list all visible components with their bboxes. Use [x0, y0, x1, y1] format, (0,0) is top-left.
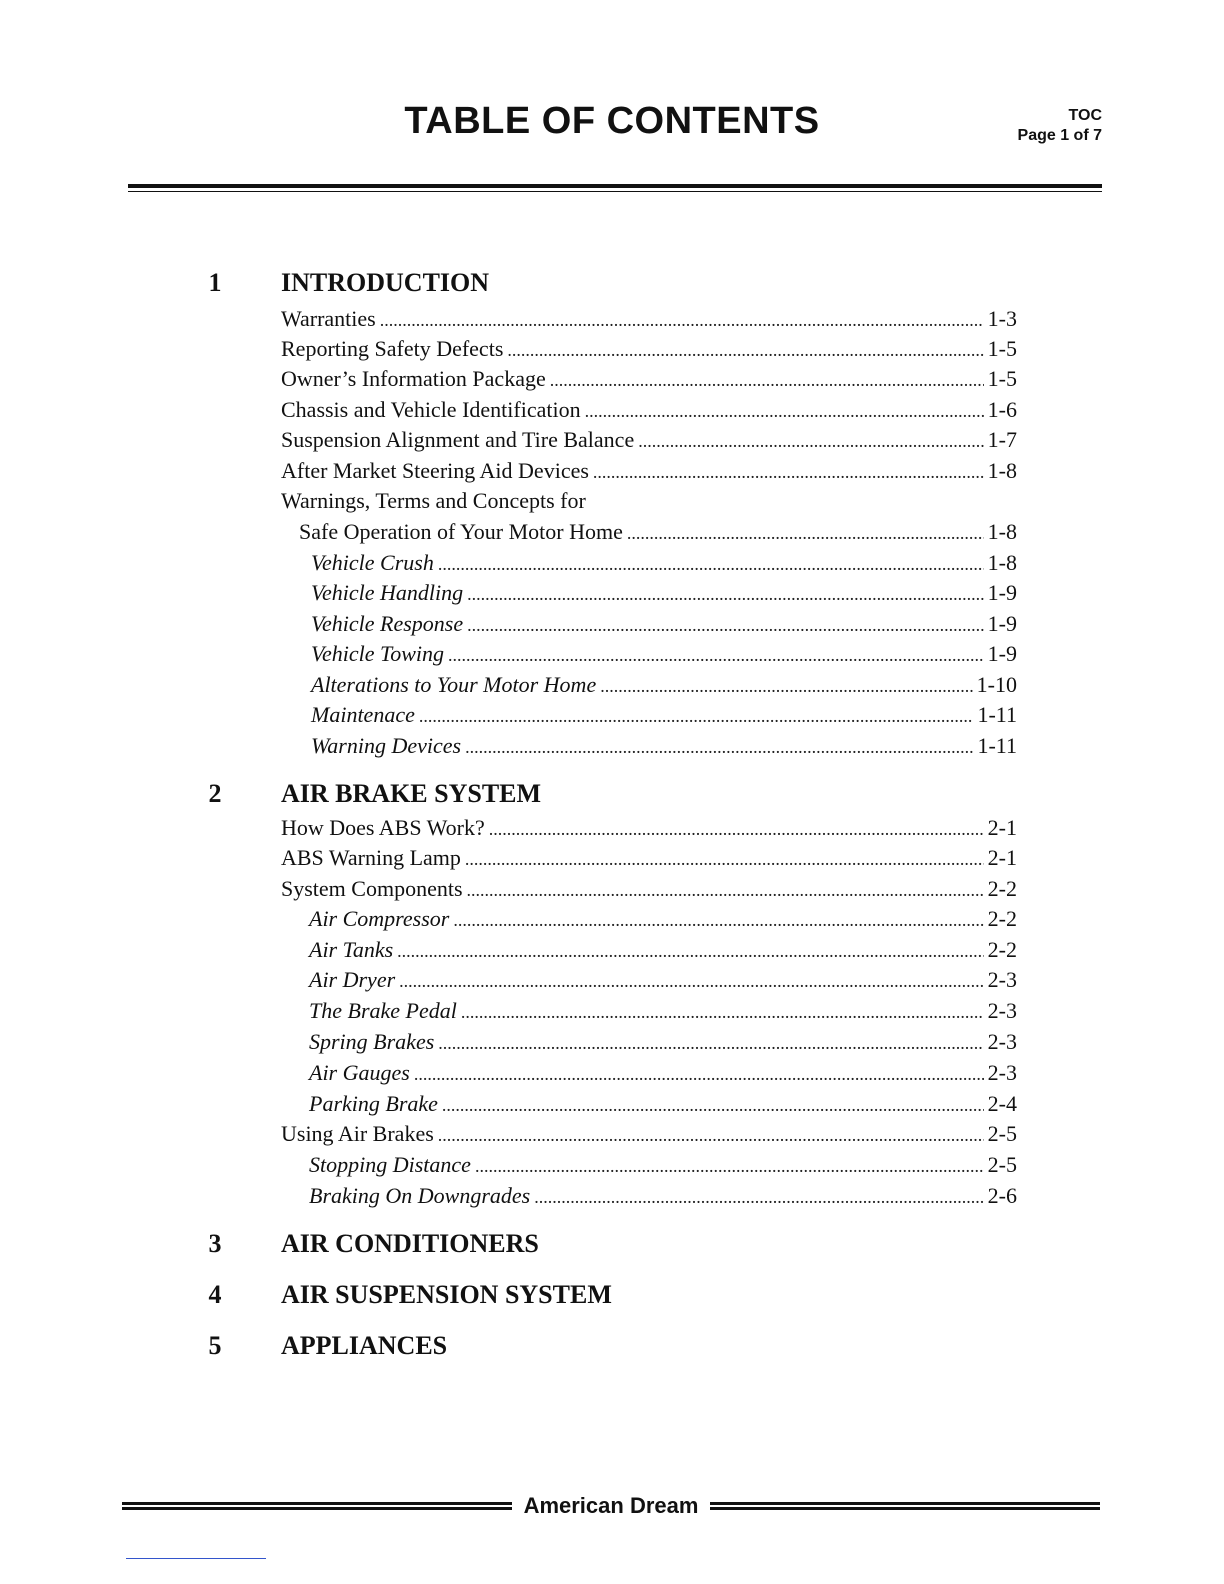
- leader-dots: [600, 676, 972, 697]
- leader-dots: [465, 849, 984, 870]
- leader-dots: [467, 584, 984, 605]
- header-rule: [128, 184, 1102, 192]
- leader-dots: [550, 370, 984, 391]
- entry-page: 1-8: [987, 550, 1017, 575]
- entry-page: 1-5: [987, 336, 1017, 361]
- toc-entry[interactable]: [311, 611, 1017, 641]
- entry-page: 1-11: [977, 702, 1017, 727]
- section-number: 1: [208, 268, 222, 297]
- page-number: Page 1 of 7: [1017, 127, 1102, 144]
- toc-entry[interactable]: [281, 336, 1017, 366]
- toc-entry[interactable]: [309, 1091, 1017, 1121]
- entry-page: 2-3: [987, 1029, 1017, 1054]
- entry-label: Air Dryer: [309, 967, 396, 992]
- entry-label: Spring Brakes: [309, 1029, 435, 1054]
- doc-code: TOC: [1068, 107, 1102, 124]
- leader-dots: [438, 1125, 984, 1146]
- leader-dots: [638, 431, 983, 452]
- entry-page: 2-1: [987, 815, 1017, 840]
- toc-entry[interactable]: [309, 1152, 1017, 1182]
- link-underline: [126, 1558, 266, 1559]
- section-number: 3: [208, 1229, 222, 1258]
- entry-label: Vehicle Response: [311, 611, 464, 636]
- entry-label: Vehicle Handling: [311, 580, 464, 605]
- leader-dots: [461, 1002, 984, 1023]
- entry-label: Warranties: [281, 306, 376, 331]
- leader-dots: [397, 941, 984, 962]
- entry-label: Vehicle Crush: [311, 550, 434, 575]
- section-number: 4: [208, 1280, 222, 1309]
- toc-entry[interactable]: [309, 1060, 1017, 1090]
- leader-dots: [453, 910, 983, 931]
- entry-label: Using Air Brakes: [281, 1121, 434, 1146]
- leader-dots: [475, 1156, 984, 1177]
- toc-entry[interactable]: [281, 306, 1017, 336]
- toc-entry[interactable]: [309, 967, 1017, 997]
- toc-entry[interactable]: [281, 366, 1017, 396]
- toc-entry[interactable]: [311, 641, 1017, 671]
- leader-dots: [627, 523, 984, 544]
- section-title: INTRODUCTION: [281, 268, 490, 297]
- leader-dots: [534, 1187, 983, 1208]
- leader-dots: [442, 1095, 984, 1116]
- section-title: AIR BRAKE SYSTEM: [281, 779, 542, 808]
- entry-page: 1-8: [987, 458, 1017, 483]
- entry-page: 2-2: [987, 906, 1017, 931]
- toc-entry[interactable]: [311, 702, 1017, 732]
- entry-label: Air Gauges: [309, 1060, 410, 1085]
- entry-page: 2-3: [987, 998, 1017, 1023]
- entry-label: Stopping Distance: [309, 1152, 471, 1177]
- leader-dots: [593, 462, 984, 483]
- toc-entry[interactable]: [281, 397, 1017, 427]
- entry-label: Maintenace: [311, 702, 415, 727]
- entry-label: Safe Operation of Your Motor Home: [299, 519, 623, 544]
- entry-page: 1-5: [987, 366, 1017, 391]
- entry-label: Air Compressor: [309, 906, 450, 931]
- page-indicator: [1018, 106, 1102, 146]
- leader-dots: [585, 401, 984, 422]
- toc-entry[interactable]: [311, 580, 1017, 610]
- entry-page: 1-9: [987, 580, 1017, 605]
- entry-label: System Components: [281, 876, 463, 901]
- entry-label: After Market Steering Aid Devices: [281, 458, 589, 483]
- toc-entry[interactable]: [311, 733, 1017, 763]
- toc-entry[interactable]: [309, 998, 1017, 1028]
- entry-page: 2-6: [987, 1183, 1017, 1208]
- entry-page: 2-3: [987, 1060, 1017, 1085]
- toc-entry[interactable]: [309, 1029, 1017, 1059]
- entry-label: How Does ABS Work?: [281, 815, 485, 840]
- toc-entry[interactable]: [311, 672, 1017, 702]
- section-title: AIR SUSPENSION SYSTEM: [281, 1280, 612, 1309]
- entry-label: Alterations to Your Motor Home: [311, 672, 597, 697]
- entry-page: 1-7: [987, 427, 1017, 452]
- entry-page: 2-5: [987, 1121, 1017, 1146]
- leader-dots: [399, 971, 984, 992]
- page-footer: [122, 1494, 1100, 1518]
- entry-page: 1-8: [987, 519, 1017, 544]
- entry-label: Warning Devices: [311, 733, 462, 758]
- section-number: 2: [208, 779, 222, 808]
- entry-page: 1-9: [987, 641, 1017, 666]
- toc-entry-heading: [281, 488, 586, 518]
- leader-dots: [414, 1064, 984, 1085]
- entry-page: 1-3: [987, 306, 1017, 331]
- section-title: AIR CONDITIONERS: [281, 1229, 539, 1258]
- entry-page: 2-1: [987, 845, 1017, 870]
- footer-rule-right: [710, 1502, 1100, 1510]
- toc-entry[interactable]: [281, 1121, 1017, 1151]
- leader-dots: [448, 645, 984, 666]
- toc-entry[interactable]: [299, 519, 1017, 549]
- entry-label: Air Tanks: [309, 937, 394, 962]
- entry-label: Owner’s Information Package: [281, 366, 546, 391]
- leader-dots: [467, 615, 984, 636]
- leader-dots: [438, 1033, 983, 1054]
- entry-label: ABS Warning Lamp: [281, 845, 461, 870]
- entry-page: 2-5: [987, 1152, 1017, 1177]
- entry-page: 2-2: [987, 876, 1017, 901]
- entry-page: 1-11: [977, 733, 1017, 758]
- leader-dots: [467, 880, 984, 901]
- section-number: 5: [208, 1331, 222, 1360]
- toc-entry[interactable]: [309, 906, 1017, 936]
- toc-entry[interactable]: [281, 427, 1017, 457]
- entry-label: Parking Brake: [309, 1091, 438, 1116]
- entry-page: 1-6: [987, 397, 1017, 422]
- page-title: TABLE OF CONTENTS: [404, 100, 820, 142]
- toc-entry[interactable]: [309, 1183, 1017, 1213]
- entry-page: 2-4: [987, 1091, 1017, 1116]
- entry-page: 2-3: [987, 967, 1017, 992]
- entry-label: Reporting Safety Defects: [281, 336, 504, 361]
- entry-label: Braking On Downgrades: [309, 1183, 531, 1208]
- entry-label: Suspension Alignment and Tire Balance: [281, 427, 635, 452]
- entry-label: Warnings, Terms and Concepts for: [281, 488, 586, 513]
- entry-page: 1-10: [976, 672, 1017, 697]
- entry-label: The Brake Pedal: [309, 998, 457, 1023]
- toc-entry[interactable]: [311, 550, 1017, 580]
- leader-dots: [507, 340, 983, 361]
- entry-page: 2-2: [987, 937, 1017, 962]
- leader-dots: [419, 706, 974, 727]
- leader-dots: [465, 737, 973, 758]
- leader-dots: [438, 554, 984, 575]
- toc-entry[interactable]: [281, 458, 1017, 488]
- entry-label: Vehicle Towing: [311, 641, 445, 666]
- leader-dots: [489, 819, 984, 840]
- footer-rule-left: [122, 1502, 512, 1510]
- footer-brand: American Dream: [523, 1493, 699, 1518]
- entry-label: Chassis and Vehicle Identification: [281, 397, 581, 422]
- toc-entry[interactable]: [281, 845, 1017, 875]
- section-title: APPLIANCES: [281, 1331, 448, 1360]
- leader-dots: [380, 310, 984, 331]
- entry-page: 1-9: [987, 611, 1017, 636]
- toc-entry[interactable]: [281, 876, 1017, 906]
- toc-entry[interactable]: [309, 937, 1017, 967]
- toc-entry[interactable]: [281, 815, 1017, 845]
